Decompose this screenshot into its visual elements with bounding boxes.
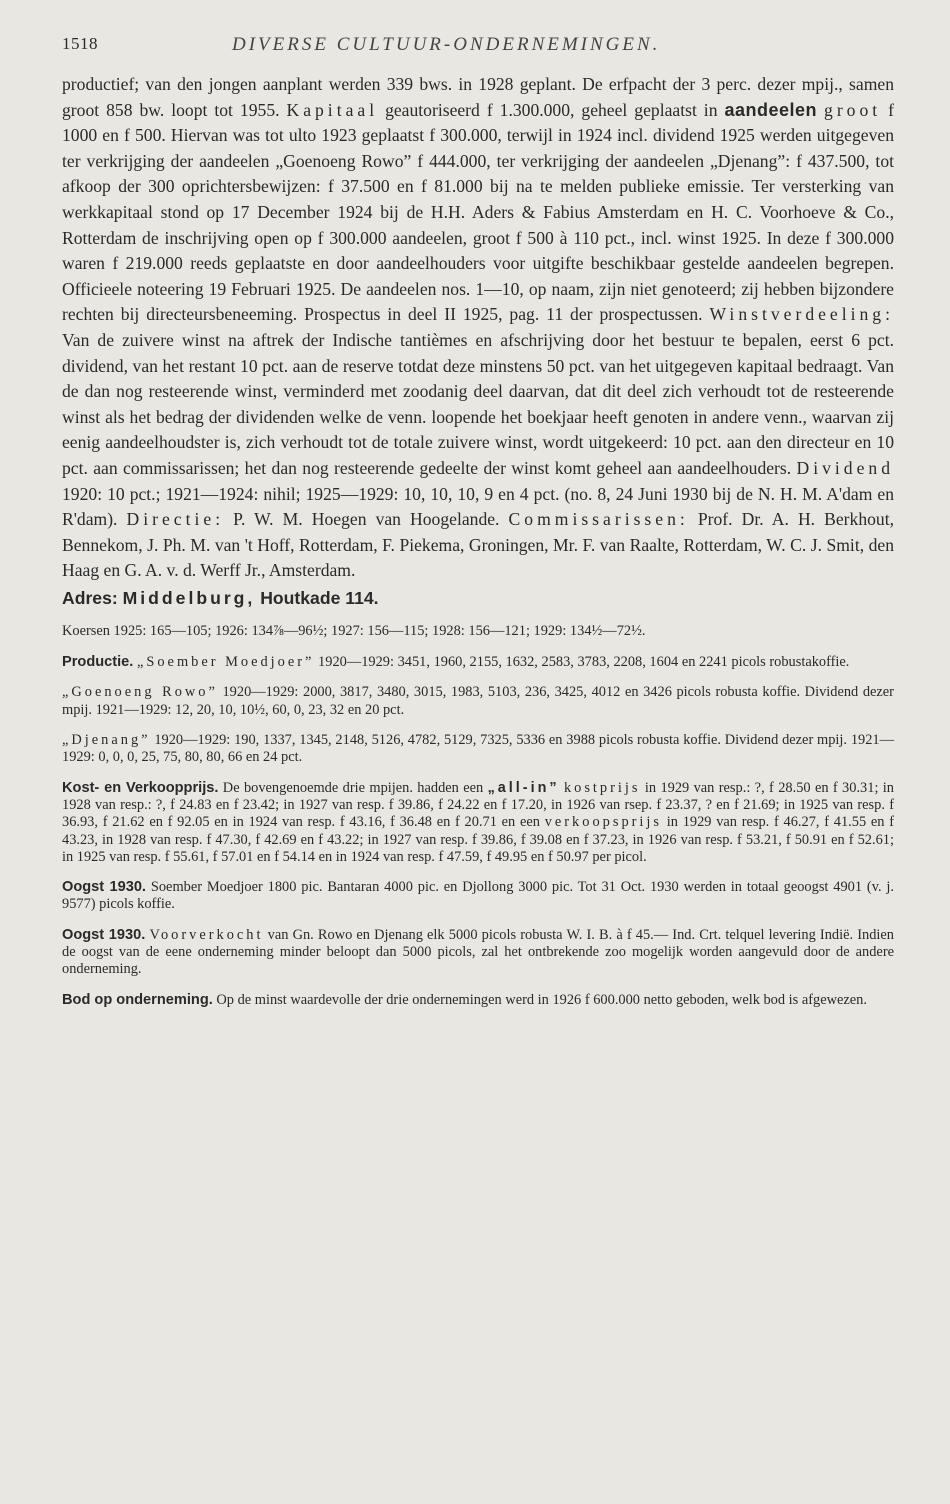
page-header [62, 34, 894, 72]
text-winstverdeeling: Van de zuivere winst na aftrek der Indische tantièmes en afschrijving door het bestuur te bepalen, eerst 6 pct. dividend, van het restant 10 pct. aan de reserve totdat deze minstens 50 pct. van het uitgegeven kapitaal bedraagt. Van de dan nog resteerende winst, verminderd met zoodanig deel daarvan, dat dit deel zich verhoudt tot de resteerende winst als het bedrag der dividenden welke de venn. loopende het boekjaar heeft genoten in andere venn., waarvan zij eenig aandeelhoudster is, zich verhoudt tot de totale zuivere winst, wordt uitgekeerd: 10 pct. aan den directeur en 10 pct. aan commissarissen; het dan nog resteerende gedeelte der winst komt geheel aan aandeelhouders. [62, 329, 894, 478]
aandeelen-label: aandeelen [724, 99, 818, 120]
text-aandeelen: f 1000 en f 500. Hiervan was tot ulto 1923 geplaatst f 300.000, terwijl in 1924 incl. dividend 1925 werden uitgegeven ter verkrijging der aandeelen „Goenoeng Rowo” f 444.000, ter verkrijging der aandeelen „Djenang”: f 437.500, tot afkoop der 300 oprichtersbewijzen: f 37.500 en f 81.000 bij na te melden publieke emissie. Ter versterking van werkkapitaal stond op 17 December 1924 bij de H.H. Aders & Fabius Amsterdam en H. C. Voorhoeve & Co., Rotterdam de inschrijving open op f 300.000 aandeelen, groot f 500 à 110 pct., incl. winst 1925. In deze f 300.000 waren f 219.000 reeds geplaatste en door aandeelhouders voor uitgifte beschikbaar gestelde aandeelen begrepen. Officieele noteering 19 Februari 1925. De aandeelen nos. 1—10, op naam, zijn niet genoteerd; zij hebben bijzondere rechten bij directeursbeneeming. Prospectus in deel II 1925, pag. 11 der prospectussen. [62, 99, 894, 325]
oogst-label-1: Oogst 1930. [62, 879, 146, 896]
kapitaal-label: Kapitaal [286, 99, 379, 120]
groot-label: groot [824, 99, 882, 120]
productie-djenang [62, 732, 894, 767]
koersen-line: Koersen 1925: 165—105; 1926: 134⅞—96½; 1927: 156—115; 1928: 156—121; 1929: 134½—72½. [62, 622, 646, 639]
bod-op-onderneming [62, 992, 894, 1009]
kost-verkoopprijs [62, 780, 894, 866]
page-number: 1518 [62, 34, 98, 53]
kostprijs-label: kostprijs [563, 779, 641, 796]
oogst-1930-first [62, 879, 894, 914]
address-line [62, 586, 894, 611]
soember-text: 1920—1929: 3451, 1960, 2155, 1632, 2583, 3783, 2208, 1604 en 2241 picols robustakoffie. [314, 654, 850, 671]
directie-label: Directie: [126, 509, 225, 530]
dividend-label: Dividend [796, 457, 894, 478]
verkoopsprijs-label: verkoopsprijs [544, 814, 663, 831]
oogst-text-1: Soember Moedjoer 1800 pic. Bantaran 4000 pic. en Djollong 3000 pic. Tot 31 Oct. 1930 werden in totaal geoogst 4901 (v. j. 9577) picols koffie. [62, 879, 895, 913]
commissarissen-label: Commissarissen: [508, 509, 689, 530]
all-in-label: „all-in” [487, 779, 560, 796]
djenang-name: „Djenang” [62, 732, 151, 749]
kost-label: Kost- en Verkoopprijs. [62, 779, 219, 796]
address-street: Houtkade 114. [260, 587, 379, 608]
running-head: DIVERSE CULTUUR-ONDERNEMINGEN. [232, 34, 661, 55]
text-dividend: 1920: 10 pct.; 1921—1924: nihil; 1925—1929: 10, 10, 10, 9 en 4 pct. (no. 8, 24 Juni 1930 bij de N. H. M. A'dam en R'dam). [62, 483, 894, 530]
soember-name: „Soember Moedjoer” [136, 654, 315, 671]
text-erfpacht: productief; van den jongen aanplant werden 339 bws. in 1928 geplant. De erfpacht der 3 perc. dezer mpij., samen groot 858 bw. loopt tot 1955. [62, 74, 894, 120]
productie-label: Productie. [62, 654, 134, 671]
company-description [62, 72, 894, 584]
oogst-text-2: van Gn. Rowo en Djenang elk 5000 picols robusta W. I. B. à f 45.— Ind. Crt. telquel levering Indië. Indien de oogst van de eene onderneming minder beloopt dan 5000 picols, zal het ontbrekende zoo mogelijk worden aangevuld door de andere onderneming. [62, 926, 895, 978]
goenoeng-text: 1920—1929: 2000, 3817, 3480, 3015, 1983, 5103, 236, 3425, 4012 en 3426 picols robusta koffie. Dividend dezer mpij. 1921—1929: 12, 20, 10, 10½, 60, 0, 23, 32 en 20 pct. [62, 684, 894, 718]
goenoeng-name: „Goenoeng Rowo” [62, 684, 218, 701]
oogst-1930-second [62, 927, 894, 979]
kost-text-1: De bovengenoemde drie mpijen. hadden een [218, 779, 488, 796]
productie-goenoeng [62, 684, 894, 719]
kost-text-2: in 1929 van resp.: ?, f 28.50 en f 30.31; in 1928 van resp.: ?, f 24.83 en f 23.42; in 1927 van resp. f 39.86, f 24.22 en f 17.20, in 1926 van rsep. f 23.37, ? en f 21.69; in 1925 van resp. f 36.93, f 21.62 en f 92.05 en in 1924 van resp. f 43.16, f 36.48 en f 20.71 en een [62, 779, 895, 831]
address-label: Adres: [62, 587, 118, 608]
kost-text-3: in 1929 van resp. f 46.27, f 41.55 en f 43.23, in 1928 van resp. f 47.30, f 42.69 en f 43.22; in 1927 van resp. f 39.86, f 39.08 en f 37.23, in 1926 van resp. f 53.21, f 50.91 en f 52.61; in 1925 van resp. f 55.61, f 57.01 en f 54.14 en in 1924 van resp. f 47.59, f 49.95 en f 50.97 per picol. [62, 814, 894, 865]
text-commissarissen: Prof. Dr. A. H. Berkhout, Bennekom, J. Ph. M. van 't Hoff, Rotterdam, F. Piekema, Groningen, Mr. F. van Raalte, Rotterdam, W. C. J. Smit, den Haag en G. A. v. d. Werff Jr., Amsterdam. [62, 509, 895, 581]
winstverdeeling-label: Winstverdeeling: [709, 304, 894, 325]
text-kapitaal: geautoriseerd f 1.300.000, geheel geplaatst in [378, 99, 725, 120]
text-directie: P. W. M. Hoegen van Hoogelande. [224, 509, 509, 530]
djenang-text: 1920—1929: 190, 1337, 1345, 2148, 5126, 4782, 5129, 7325, 5336 en 3988 picols robusta koffie. Dividend dezer mpij. 1921—1929: 0, 0, 0, 25, 75, 80, 80, 66 en 24 pct. [62, 732, 894, 766]
oogst-label-2: Oogst 1930. [62, 926, 146, 943]
bod-label: Bod op onderneming. [62, 991, 213, 1008]
productie-soember [62, 654, 894, 671]
voorverkocht-label: Voorverkocht [149, 926, 264, 943]
address-city: Middelburg, [122, 587, 256, 608]
bod-text: Op de minst waardevolle der drie ondernemingen werd in 1926 f 600.000 netto geboden, welk bod is afgewezen. [212, 991, 867, 1008]
